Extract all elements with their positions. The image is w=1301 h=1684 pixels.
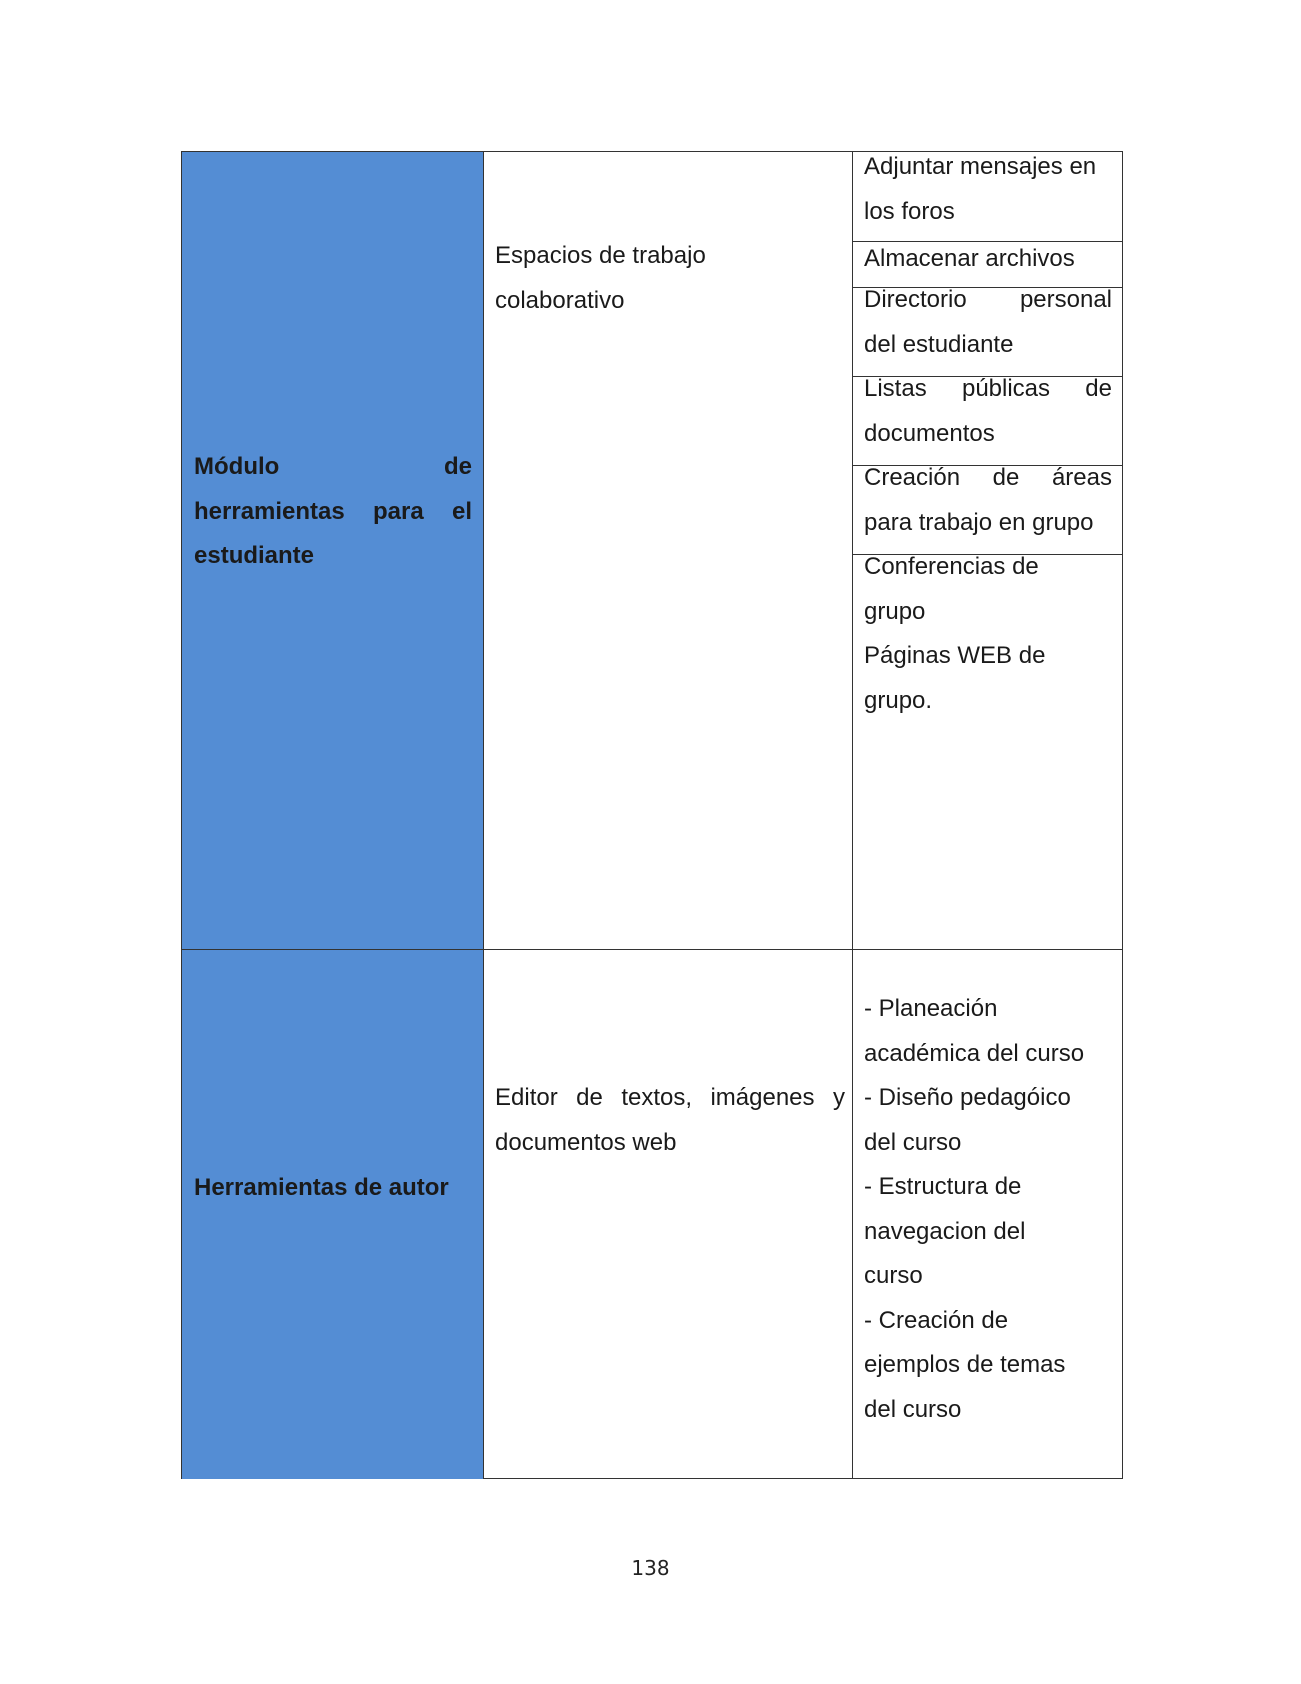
feature-line: ejemplos de temas <box>864 1351 1066 1378</box>
feature-line: - Estructura de <box>864 1173 1022 1200</box>
feature-line: académica del curso <box>864 1039 1085 1067</box>
feature-item: Directorio personal del estudiante <box>864 286 1112 358</box>
feature-item: Creación de áreas para trabajo en grupo <box>864 464 1112 536</box>
feature-line: curso <box>864 1262 923 1289</box>
feature-line: del curso <box>864 1128 962 1156</box>
module-label-2: Herramientas de autor <box>194 1174 449 1201</box>
feature-list-2 <box>864 987 1116 1432</box>
feature-line: navegacion del <box>864 1217 1026 1245</box>
feature-item: Listas públicas de documentos <box>864 375 1112 447</box>
module-cell-2 <box>182 950 483 1479</box>
feature-line: - Diseño pedagóico <box>864 1084 1071 1111</box>
feature-item: Almacenar archivos <box>864 245 1075 272</box>
feature-item: Conferencias de grupo Páginas WEB de grupo. <box>864 553 1046 714</box>
function-cell-1: Espacios de trabajo colaborativo <box>495 242 706 314</box>
row-divider <box>182 949 1122 950</box>
module-label-1: Módulo de herramientas para el estudiante <box>194 453 472 569</box>
feature-table <box>181 151 1123 1479</box>
page-number: 138 <box>631 1556 670 1580</box>
feature-line: - Creación de <box>864 1306 1009 1334</box>
feature-line: - Planeación <box>864 995 998 1022</box>
column-divider-2 <box>852 152 853 1478</box>
function-cell-2: Editor de textos, imágenes y documentos web <box>495 1084 845 1156</box>
feature-item: Adjuntar mensajes en los foros <box>864 153 1097 225</box>
feature-line: del curso <box>864 1395 962 1423</box>
column-divider-1 <box>483 152 484 1478</box>
